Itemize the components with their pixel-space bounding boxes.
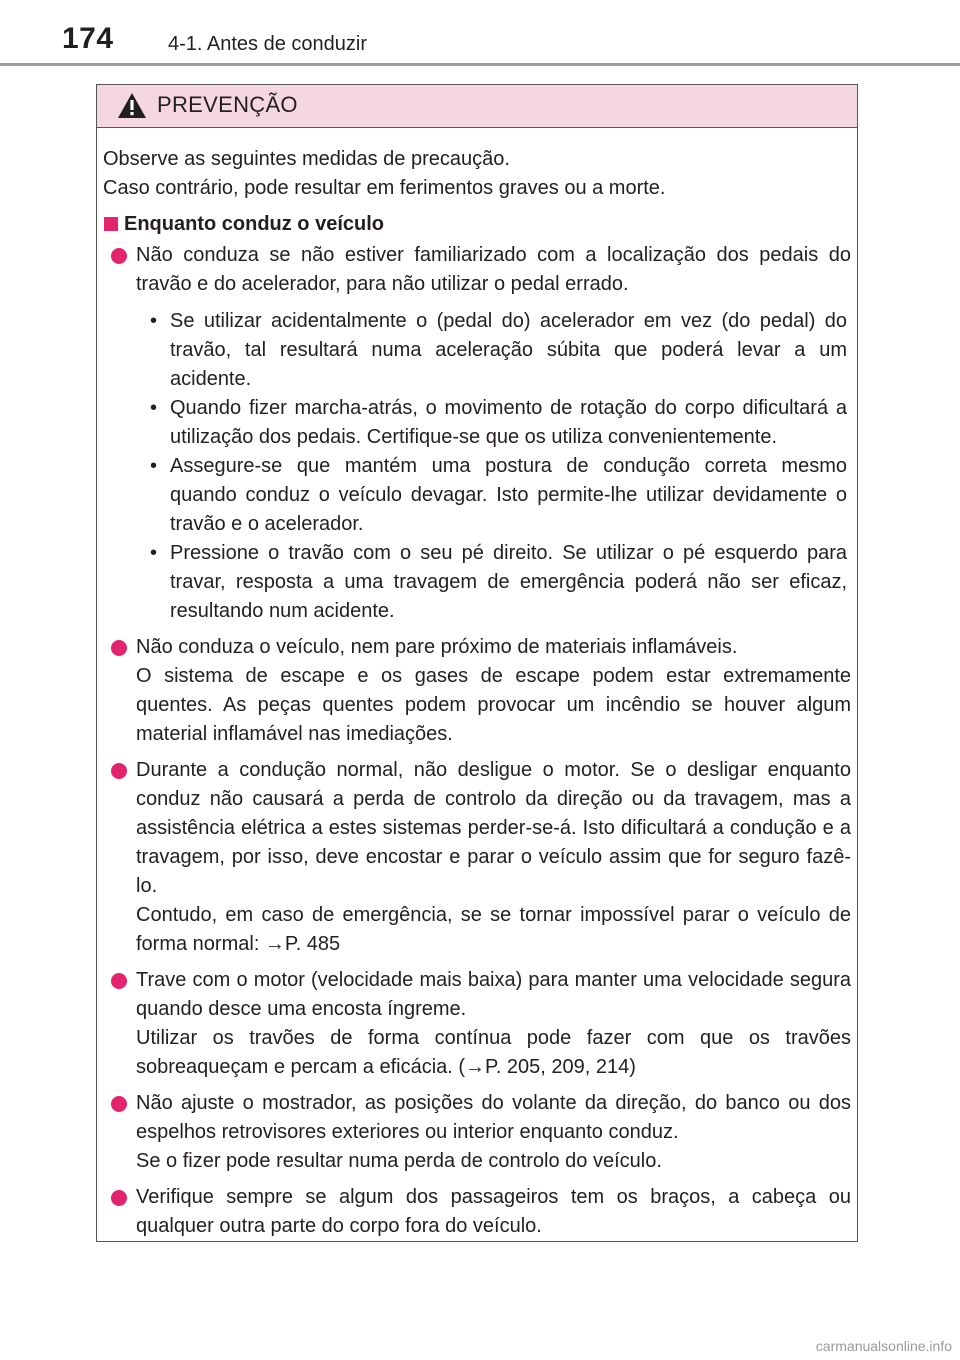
- warning-point: [103, 1089, 851, 1176]
- bullet-dot-icon: •: [150, 397, 158, 419]
- subheading-text: Enquanto conduz o veículo: [124, 213, 384, 235]
- point-body: [136, 1183, 851, 1241]
- warning-point: [103, 756, 851, 959]
- bullet-dot-icon: •: [150, 310, 158, 332]
- section-title: 4-1. Antes de conduzir: [168, 33, 368, 55]
- square-bullet-icon: [104, 217, 118, 231]
- bullet-text: Assegure-se que mantém uma postura de condução correta mesmo quando conduz o veículo devagar. Isto permite-lhe utilizar devidamente o travão e o acelerador.: [170, 455, 847, 535]
- circle-bullet-icon: [111, 640, 127, 656]
- point-body: [136, 633, 851, 749]
- bullet-list: [136, 307, 851, 626]
- bullet-text: Pressione o travão com o seu pé direito. Se utilizar o pé esquerdo para travar, resposta a uma travagem de emergência poderá não ser eficaz, resultando num acidente.: [170, 542, 847, 622]
- intro-text: [103, 145, 851, 203]
- page-number: 174: [62, 22, 114, 55]
- bullet-text: Quando fizer marcha-atrás, o movimento de rotação do corpo dificultará a utilização dos pedais. Certifique-se que os utiliza convenientemente.: [170, 397, 847, 448]
- bullet-item: [148, 539, 847, 626]
- circle-bullet-icon: [111, 763, 127, 779]
- bullet-text: Se utilizar acidentalmente o (pedal do) acelerador em vez (do pedal) do travão, tal resultará numa aceleração súbita que poderá levar a um acidente.: [170, 310, 847, 390]
- point-text: Contudo, em caso de emergência, se se tornar impossível parar o veículo de forma normal: →P. 485: [136, 904, 851, 955]
- header-rule: [0, 63, 960, 66]
- warning-title: PREVENÇÃO: [157, 92, 298, 117]
- warning-body: [97, 128, 857, 1241]
- point-text: Durante a condução normal, não desligue o motor. Se o desligar enquanto conduz não causará a perda de controlo da direção ou da travagem, mas a assistência elétrica a estes sistemas perder-se-á. Isto dificultará a condução e a travagem, por isso, deve encostar e parar o veículo assim que for seguro fazê-lo.: [136, 759, 851, 897]
- bullet-dot-icon: •: [150, 542, 158, 564]
- circle-bullet-icon: [111, 1096, 127, 1112]
- point-text: Verifique sempre se algum dos passageiros tem os braços, a cabeça ou qualquer outra parte do corpo fora do veículo.: [136, 1186, 851, 1237]
- point-text: Não ajuste o mostrador, as posições do volante da direção, do banco ou dos espelhos retrovisores exteriores ou interior enquanto conduz.: [136, 1092, 851, 1143]
- warning-triangle-icon: [117, 92, 147, 119]
- warning-box: [96, 84, 858, 1242]
- point-text: Não conduza o veículo, nem pare próximo de materiais inflamáveis.: [136, 636, 738, 658]
- circle-bullet-icon: [111, 1190, 127, 1206]
- subheading: [103, 210, 851, 239]
- point-text: O sistema de escape e os gases de escape podem estar extremamente quentes. As peças quentes podem provocar um incêndio se houver algum material inflamável nas imediações.: [136, 665, 851, 745]
- circle-bullet-icon: [111, 973, 127, 989]
- warning-point: [103, 241, 851, 626]
- intro-line: Caso contrário, pode resultar em ferimentos graves ou a morte.: [103, 177, 666, 199]
- bullet-item: [148, 452, 847, 539]
- point-text: Trave com o motor (velocidade mais baixa) para manter uma velocidade segura quando desce uma encosta íngreme.: [136, 969, 851, 1020]
- footer-watermark: carmanualsonline.info: [815, 1338, 952, 1354]
- bullet-item: [148, 307, 847, 394]
- point-text: Se o fizer pode resultar numa perda de controlo do veículo.: [136, 1150, 662, 1172]
- point-body: [136, 756, 851, 959]
- page-header: [0, 0, 960, 66]
- warning-point: [103, 1183, 851, 1241]
- bullet-item: [148, 394, 847, 452]
- bullet-dot-icon: •: [150, 455, 158, 477]
- point-body: [136, 1089, 851, 1176]
- warning-header: [97, 85, 857, 128]
- point-text: Utilizar os travões de forma contínua pode fazer com que os travões sobreaqueçam e percam a eficácia. (→P. 205, 209, 214): [136, 1027, 851, 1078]
- circle-bullet-icon: [111, 248, 127, 264]
- intro-line: Observe as seguintes medidas de precaução.: [103, 148, 510, 170]
- point-text: Não conduza se não estiver familiarizado com a localização dos pedais do travão e do acelerador, para não utilizar o pedal errado.: [136, 244, 851, 295]
- warning-point: [103, 633, 851, 749]
- warning-point: [103, 966, 851, 1082]
- point-body: [136, 241, 851, 626]
- point-body: [136, 966, 851, 1082]
